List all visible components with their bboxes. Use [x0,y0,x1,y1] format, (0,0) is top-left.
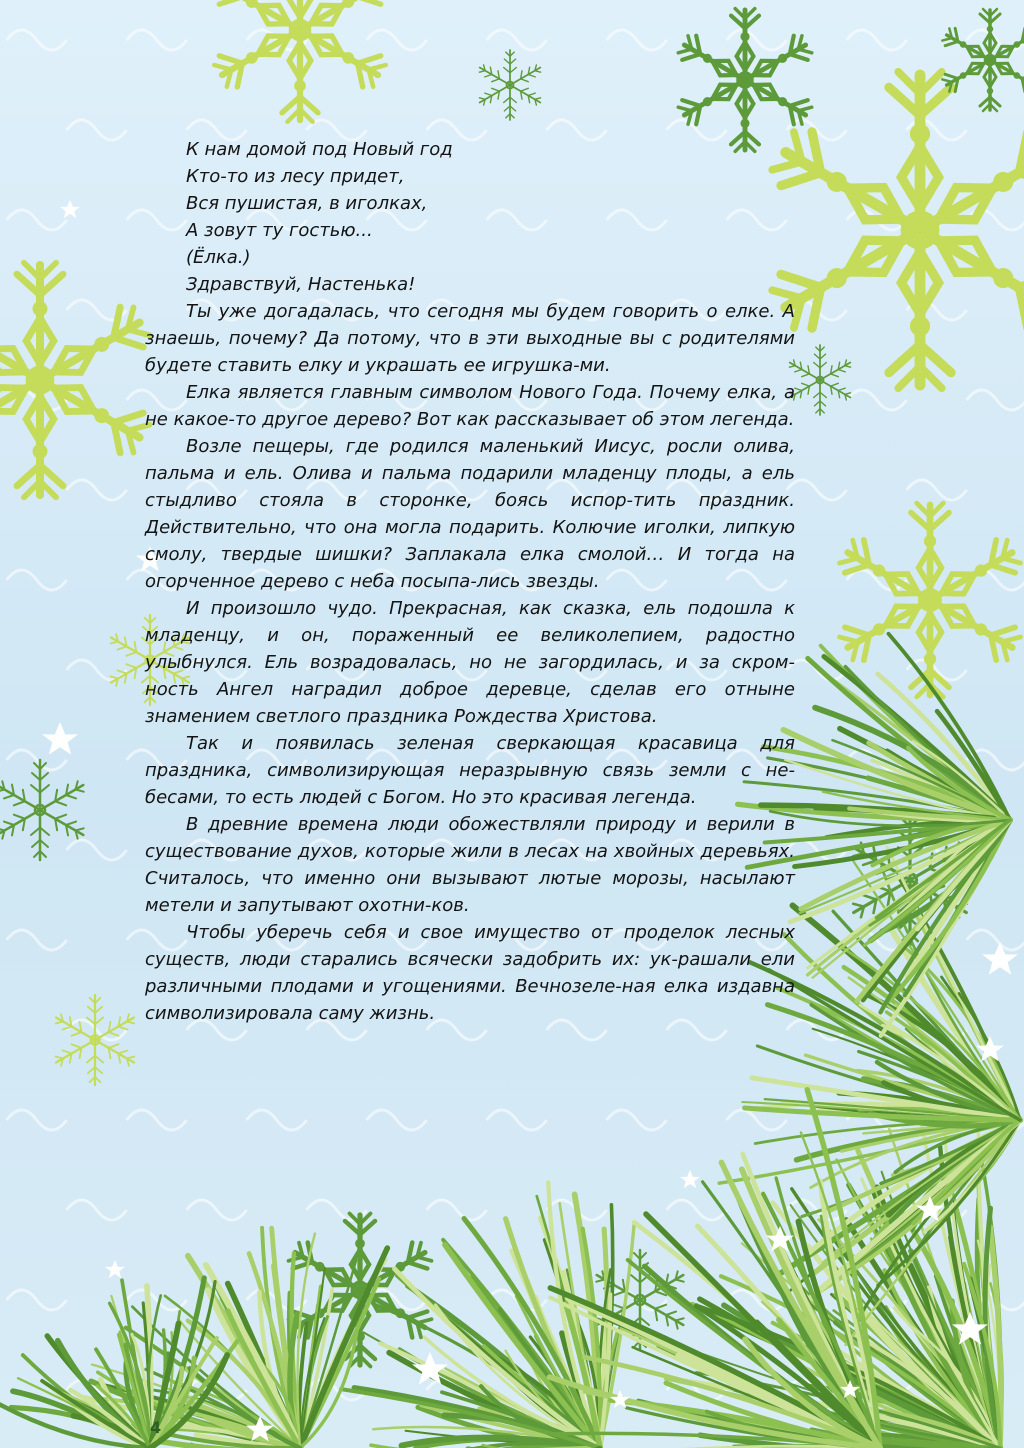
article-text [145,136,795,1027]
star-icon [680,1170,700,1188]
swirl [727,30,787,50]
paragraph: Так и появилась зеленая сверкающая красавица для праздника, символизирующая неразрывную связь земли с не-бесами, то есть людей с Богом. Но это красивая легенда. [145,733,795,808]
paragraph: В древние времена люди обожествляли природу и верили в существование духов, которые жили в лесах на хвойных деревьях. Считалось, что именно они вызывают лютые морозы, насылают метели и запутывают охотни-ков. [145,814,795,916]
snowflake-icon [211,0,388,122]
swirl [247,1110,307,1130]
swirl [127,30,187,50]
paragraph: И произошло чудо. Прекрасная, как сказка, ель подошла к младенцу, и он, пораженный ее великолепием, радостно улыбнулся. Ель возрадовалась, но не загордилась, и за скром-ность Ангел наградил доброе деревце, сделав его отныне знамением светлого праздника Рождества Христова. [145,598,795,727]
star-icon [982,942,1018,975]
poem-line: К нам домой под Новый год [186,139,453,160]
swirl [187,1200,247,1220]
paragraph: Елка является главным символом Нового Года. Почему елка, а не какое-то другое дерево? Вот как рассказывает об этом легенда. [145,382,795,430]
star-icon [105,1260,125,1278]
swirl [967,930,1024,950]
swirl [7,1110,67,1130]
swirl [427,1200,487,1220]
swirl [67,1200,127,1220]
swirl [7,570,67,590]
paragraph: Ты уже догадалась, что сегодня мы будем говорить о елке. А знаешь, почему? Да потому, что в эти выходные вы с родителями будете ставить елку и украшать ее игрушка-ми. [145,301,795,376]
snowflake-icon [52,995,138,1085]
poem-line: (Ёлка.) [186,247,251,268]
swirl [367,1110,427,1130]
swirl [967,390,1024,410]
swirl [367,30,427,50]
snowflake-icon [477,50,544,120]
snowflake-icon [837,503,1024,697]
swirl [607,1110,667,1130]
star-icon [42,722,78,755]
page-number: 4 [150,1418,162,1437]
greeting: Здравствуй, Настенька! [186,274,416,295]
swirl [7,30,67,50]
swirl [847,390,907,410]
swirl [67,120,127,140]
poem-line: Вся пушистая, в иголках, [186,193,428,214]
swirl [7,210,67,230]
swirl [787,480,847,500]
swirl [607,30,667,50]
swirl [7,1290,67,1310]
snowflake-icon [787,345,854,415]
swirl [727,1110,787,1130]
star-icon [60,200,80,218]
star-icon [610,1390,630,1408]
swirl [67,840,127,860]
swirl [847,30,907,50]
swirl [7,930,67,950]
paragraph: Чтобы уберечь себя и свое имущество от проделок лесных существ, люди старались всячески задобрить их: ук-рашали ели различными плодами и угощениями. Вечнозеле-ная елка издавна символизировала саму жизнь. [145,922,795,1024]
swirl [487,1110,547,1130]
swirl [67,480,127,500]
snowflake-icon [941,9,1024,111]
swirl [487,30,547,50]
snowflake-icon [0,263,153,498]
swirl [127,1110,187,1130]
poem-line: Кто-то из лесу придет, [186,166,405,187]
paragraph: Возле пещеры, где родился маленький Иисус, росли олива, пальма и ель. Олива и пальма подарили младенцу плоды, а ель стыдливо стояла в сторонке, боясь испор-тить праздник. Действительно, что она могла подарить. Колючие иголки, липкую смолу, твердые шишки? Заплакала елка смолой… И тогда на огорченное дерево с неба посыпа-лись звезды. [145,436,795,592]
snowflake-icon [0,760,88,860]
poem-line: А зовут ту гостью... [186,220,373,241]
swirl [907,480,967,500]
